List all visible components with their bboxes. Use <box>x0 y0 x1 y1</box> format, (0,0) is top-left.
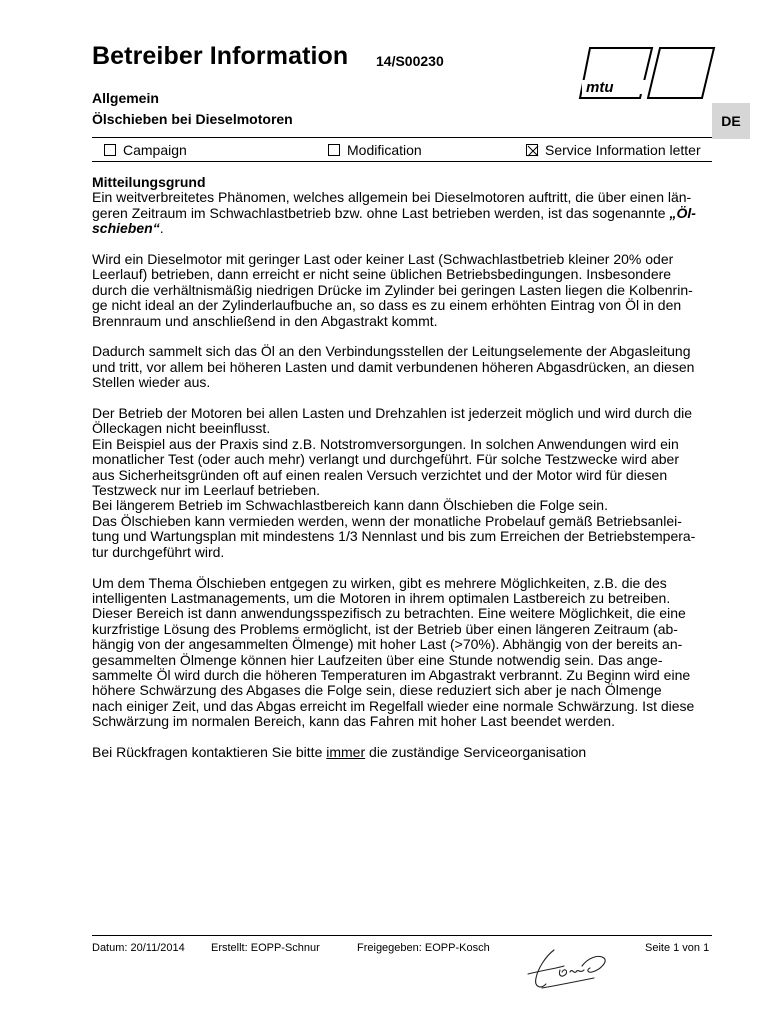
paragraph-6: Bei Rückfragen kontaktieren Sie bitte immer die zuständige Serviceorganisation <box>92 743 587 760</box>
paragraph-2: Wird ein Dieselmotor mit geringer Last oder keiner Last (Schwachlastbetrieb kleiner 20% oder Leerlauf) betrieben, dann erreicht er nicht seine üblichen Betriebsbedingungen. Insbesondere durch die verhältnismäßig niedrigen Drücke im Zylinder bei geringen Lasten liegen die Kolbenrin- ge nicht ideal an der Zylinderlaufbuche an, so dass es zu einem erhöhten Eintrag von Öl in den Brennraum und anschließend in den Abgastrakt kommt. <box>92 251 693 329</box>
footer-created-by: Erstellt: EOPP-Schnur <box>211 942 320 954</box>
document-title: Betreiber Information <box>92 42 349 70</box>
checkbox-label: Modification <box>347 142 422 158</box>
paragraph-1: Ein weitverbreitetes Phänomen, welches allgemein bei Dieselmotoren auftritt, die über einen län- geren Zeitraum im Schwachlastbetrieb bzw. ohne Last betrieben werden, ist das sogenannte „Öl- schieben“. <box>92 189 696 237</box>
paragraph-3: Dadurch sammelt sich das Öl an den Verbindungsstellen der Leitungselemente der Abgasleitung und tritt, vor allem bei höheren Lasten und damit verbundenen höheren Abgasdrücken, an diesen Stellen wieder aus. <box>92 343 695 391</box>
checkbox-modification[interactable] <box>328 142 422 158</box>
footer-divider <box>92 935 712 936</box>
paragraph-4: Der Betrieb der Motoren bei allen Lasten und Drehzahlen ist jederzeit möglich und wird durch die Ölleckagen nicht beeinflusst. Ein Beispiel aus der Praxis sind z.B. Notstromversorgungen. In solchen Anwendungen wird ein monatlicher Test (oder auch mehr) verlangt und durchgeführt. Für solche Testzwecke wird aber aus Sicherheitsgründen oft auf einen realen Versuch verzichtet und der Motor wird für diesen Testzweck nur im Leerlauf betrieben. Bei längerem Betrieb im Schwachlastbereich kann dann Ölschieben die Folge sein. Das Ölschieben kann vermieden werden, wenn der monatliche Probelauf gemäß Betriebsanlei- tung und Wartungsplan mit mindestens 1/3 Nennlast und bis zum Erreichen der Betriebstempera- tur durchgeführt wird. <box>92 405 696 560</box>
paragraph-5: Um dem Thema Ölschieben entgegen zu wirken, gibt es mehrere Möglichkeiten, z.B. die des intelligenten Lastmanagements, um die Motoren in ihrem optimalen Lastbereich zu betreiben. Dieser Bereich ist dann anwendungsspezifisch zu betrachten. Eine weitere Möglichkeit, die eine kurzfristige Lösung des Problems ermöglicht, ist der Betrieb über einen längeren Zeitraum (ab- hängig von der angesammelten Ölmenge) mit hoher Last (>70%). Abhängig von der bereits an- gesammelten Ölmenge können hier Laufzeiten über eine Stunde notwendig sein. Das ange- sammelte Öl wird durch die höheren Temperaturen im Abgastrakt verbrannt. Zu Beginn wird eine höhere Schwärzung des Abgases die Folge sein, diese reduziert sich aber je nach Ölmenge nach einiger Zeit, und das Abgas erreicht im Regelfall wieder eine normale Schwärzung. Ist diese Schwärzung im normalen Bereich, kann das Fahren mit hoher Last beendet werden. <box>92 574 695 730</box>
footer-page-number: Seite 1 von 1 <box>645 942 710 954</box>
checkbox-box[interactable] <box>104 144 116 156</box>
logo-text: mtu <box>586 79 614 96</box>
footer-approved-by: Freigegeben: EOPP-Kosch <box>357 942 490 954</box>
header-divider-bottom <box>92 161 712 162</box>
document-number: 14/S00230 <box>376 53 444 69</box>
footer-date: Datum: 20/11/2014 <box>92 942 185 954</box>
checkbox-service-information-letter[interactable] <box>526 142 701 158</box>
checkbox-label: Service Information letter <box>545 142 701 158</box>
mtu-logo <box>578 46 716 100</box>
language-tab: DE <box>712 103 750 139</box>
checkbox-campaign[interactable] <box>104 142 187 158</box>
checkmark-x-icon <box>527 145 539 157</box>
header-divider-top <box>92 137 712 138</box>
document-category: Allgemein <box>92 90 159 106</box>
document-body <box>92 175 716 776</box>
handwritten-signature <box>524 944 610 994</box>
checkbox-box-checked[interactable] <box>526 144 538 156</box>
document-subject: Ölschieben bei Dieselmotoren <box>92 111 293 127</box>
section-heading: Mitteilungsgrund <box>92 174 206 190</box>
checkbox-label: Campaign <box>123 142 187 158</box>
checkbox-box[interactable] <box>328 144 340 156</box>
